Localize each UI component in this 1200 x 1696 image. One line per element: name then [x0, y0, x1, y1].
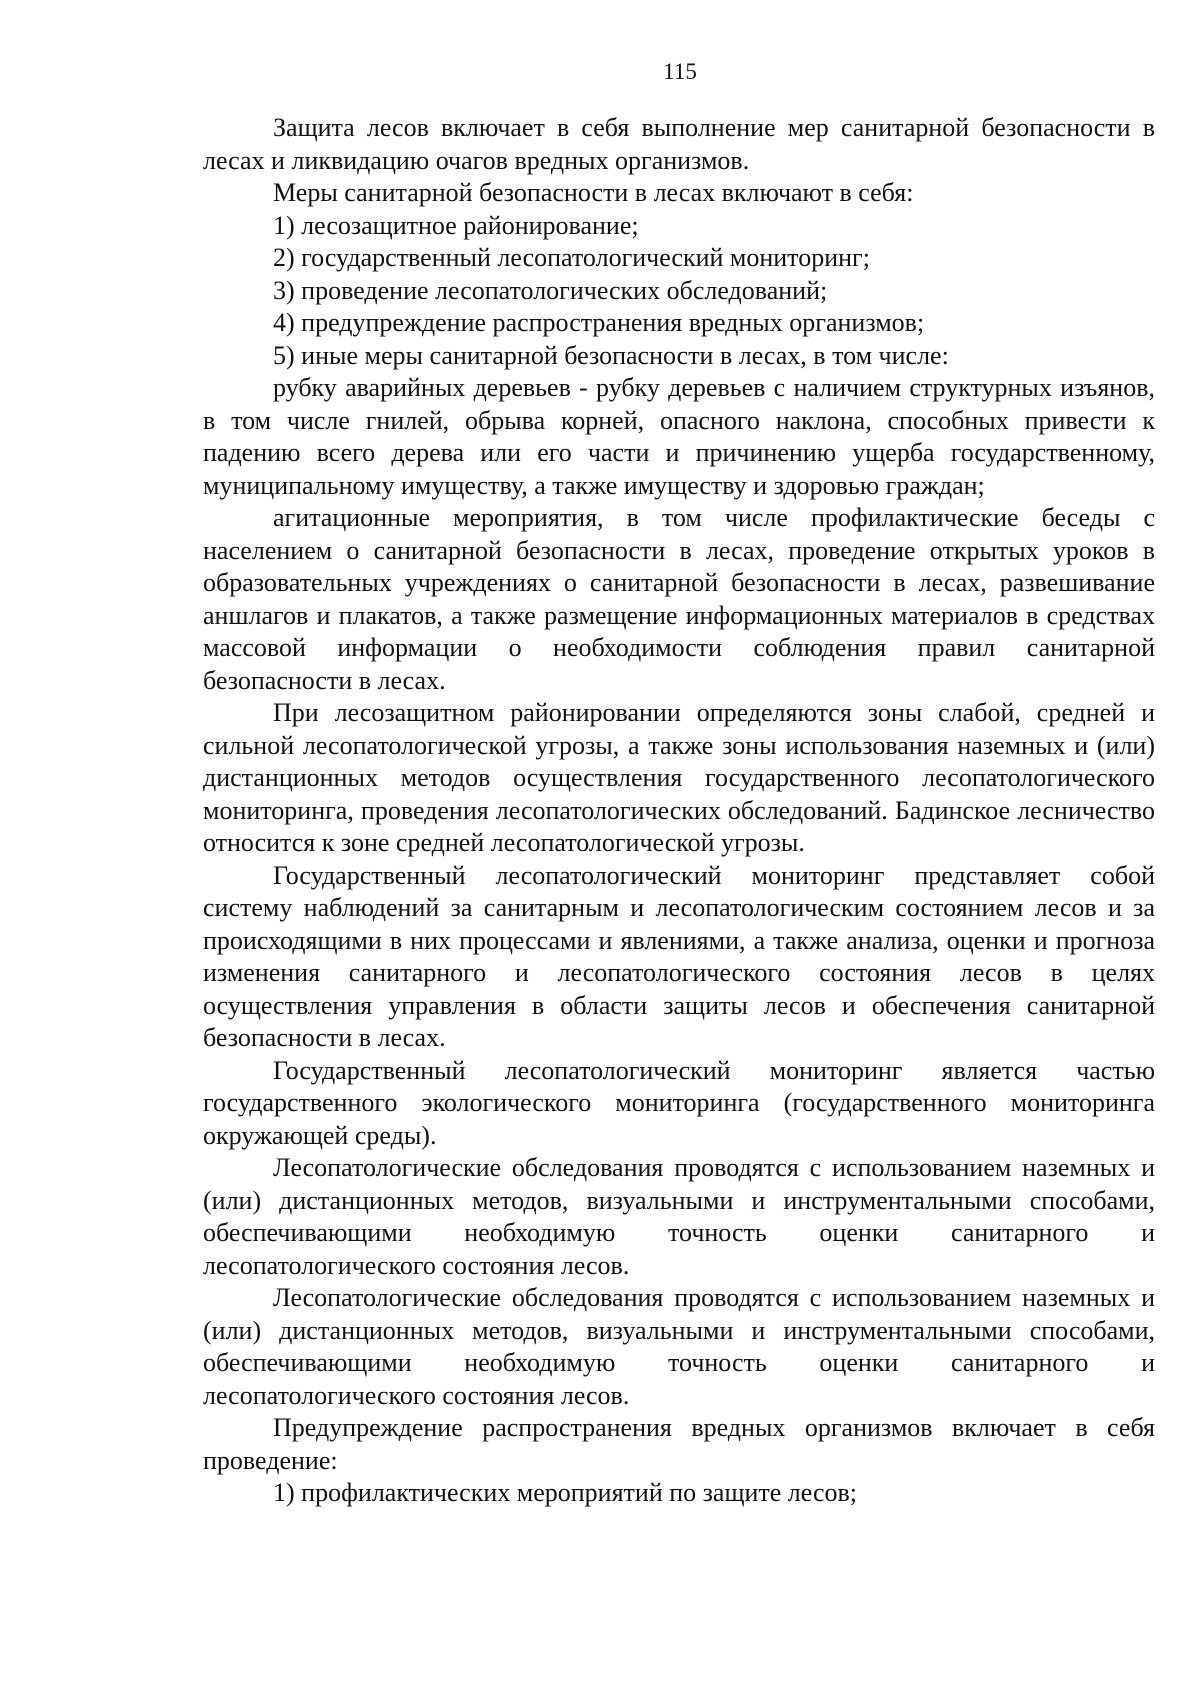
- paragraph: агитационные мероприятия, в том числе профилактические беседы с населением о санитарной безопасности в лесах, проведение открытых уроков в образовательных учреждениях о санитарной безопасности в лесах, развешивание аншлагов и плакатов, а также размещение информационных материалов в средствах массовой информации о необходимости соблюдения правил санитарной безопасности в лесах.: [203, 503, 1155, 695]
- list-item: 3) проведение лесопатологических обследований;: [273, 275, 828, 305]
- list-item: 5) иные меры санитарной безопасности в лесах, в том числе:: [273, 340, 949, 370]
- list-item: 4) предупреждение распространения вредных организмов;: [273, 308, 925, 337]
- list-item: 1) лесозащитное районирование;: [273, 210, 639, 240]
- list-item: 1) профилактических мероприятий по защите лесов;: [273, 1478, 857, 1507]
- list-item: 2) государственный лесопатологический мониторинг;: [273, 243, 870, 272]
- paragraph: Лесопатологические обследования проводятся с использованием наземных и (или) дистанционных методов, визуальными и инструментальными способами, обеспечивающими необходимую точность оценки санитарного и лесопатологического состояния лесов.: [203, 1153, 1155, 1280]
- paragraph: Государственный лесопатологический мониторинг представляет собой систему наблюдений за санитарным и лесопатологическим состоянием лесов и за происходящими в них процессами и явлениями, а также анализа, оценки и прогноза изменения санитарного и лесопатологического состояния лесов в целях осуществления управления в области защиты лесов и обеспечения санитарной безопасности в лесах.: [203, 860, 1155, 1052]
- paragraph: Государственный лесопатологический мониторинг является частью государственного экологического мониторинга (государственного мониторинга окружающей среды).: [203, 1055, 1155, 1150]
- paragraph: При лесозащитном районировании определяются зоны слабой, средней и сильной лесопатологической угрозы, а также зоны использования наземных и (или) дистанционных методов осуществления государственного лесопатологического мониторинга, проведения лесопатологических обследований. Бадинское лесничество относится к зоне средней лесопатологической угрозы.: [203, 698, 1155, 857]
- paragraph: Лесопатологические обследования проводятся с использованием наземных и (или) дистанционных методов, визуальными и инструментальными способами, обеспечивающими необходимую точность оценки санитарного и лесопатологического состояния лесов.: [203, 1283, 1155, 1410]
- document-body: [203, 112, 1155, 1510]
- page-number: 115: [663, 59, 697, 84]
- paragraph: Меры санитарной безопасности в лесах включают в себя:: [273, 178, 914, 207]
- paragraph: Защита лесов включает в себя выполнение мер санитарной безопасности в лесах и ликвидацию очагов вредных организмов.: [203, 113, 1155, 175]
- paragraph: рубку аварийных деревьев - рубку деревьев с наличием структурных изъянов, в том числе гнилей, обрыва корней, опасного наклона, способных привести к падению всего дерева или его части и причинению ущерба государственному, муниципальному имуществу, а также имуществу и здоровью граждан;: [203, 373, 1155, 500]
- paragraph: Предупреждение распространения вредных организмов включает в себя проведение:: [203, 1413, 1155, 1475]
